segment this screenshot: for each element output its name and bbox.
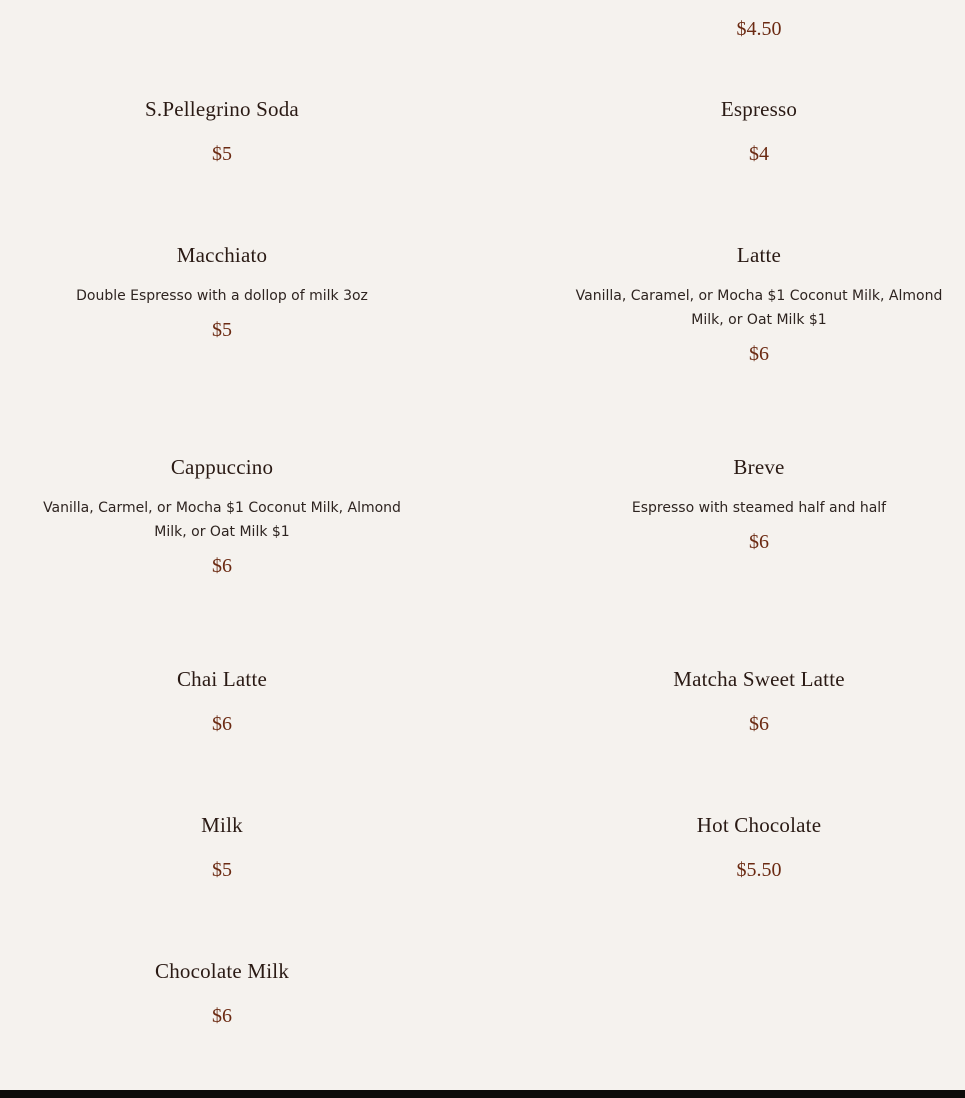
- menu-item-cappuccino: [42, 454, 402, 578]
- menu-item-breve: [574, 454, 944, 554]
- menu-item-price: $4.50: [736, 18, 782, 40]
- menu-item-name: Latte: [736, 243, 782, 267]
- menu-item-espresso: [574, 96, 944, 166]
- menu-item-price: $6: [749, 713, 769, 735]
- menu-item-name: Milk: [201, 813, 243, 837]
- menu-item-name: Macchiato: [176, 243, 268, 267]
- menu-item-price: $4: [749, 143, 769, 165]
- menu-item-name: Chocolate Milk: [154, 959, 290, 983]
- menu-item-name: S.Pellegrino Soda: [145, 97, 299, 121]
- menu-item-chai-latte: [42, 666, 402, 736]
- menu-item-latte: [574, 242, 944, 366]
- menu-item-name: Breve: [733, 455, 785, 479]
- menu-item-description: Double Espresso with a dollop of milk 3oz: [76, 288, 368, 304]
- menu-item-price: $6: [212, 713, 232, 735]
- menu-item-price: $6: [749, 343, 769, 365]
- menu-item-name: Cappuccino: [170, 455, 274, 479]
- menu-item-hot-chocolate: [574, 812, 944, 882]
- menu-item-price: $6: [212, 1005, 232, 1027]
- menu-item-price: $6: [212, 555, 232, 577]
- menu-item-price: $6: [749, 531, 769, 553]
- menu-item-description: Vanilla, Caramel, or Mocha $1 Coconut Milk, Almond Milk, or Oat Milk $1: [575, 288, 943, 328]
- menu-item-description: Vanilla, Carmel, or Mocha $1 Coconut Milk, Almond Milk, or Oat Milk $1: [43, 500, 401, 540]
- menu-item-s-pellegrino-soda: [42, 96, 402, 166]
- menu-item-name: Chai Latte: [176, 667, 268, 691]
- menu-item-price: $5: [212, 859, 232, 881]
- menu-item-name: Espresso: [720, 97, 798, 121]
- menu-item-matcha-sweet-latte: [574, 666, 944, 736]
- menu-item-name: Matcha Sweet Latte: [673, 667, 845, 691]
- menu-item-macchiato: [42, 242, 402, 342]
- menu-item-description: Espresso with steamed half and half: [631, 500, 887, 516]
- menu-item-price: $5.50: [736, 859, 782, 881]
- footer-bar: [0, 1090, 965, 1098]
- menu-item-name: Hot Chocolate: [696, 813, 822, 837]
- menu-item-chocolate-milk: [42, 958, 402, 1028]
- menu-item-milk: [42, 812, 402, 882]
- menu-item-price: $5: [212, 319, 232, 341]
- menu-item-price: $5: [212, 143, 232, 165]
